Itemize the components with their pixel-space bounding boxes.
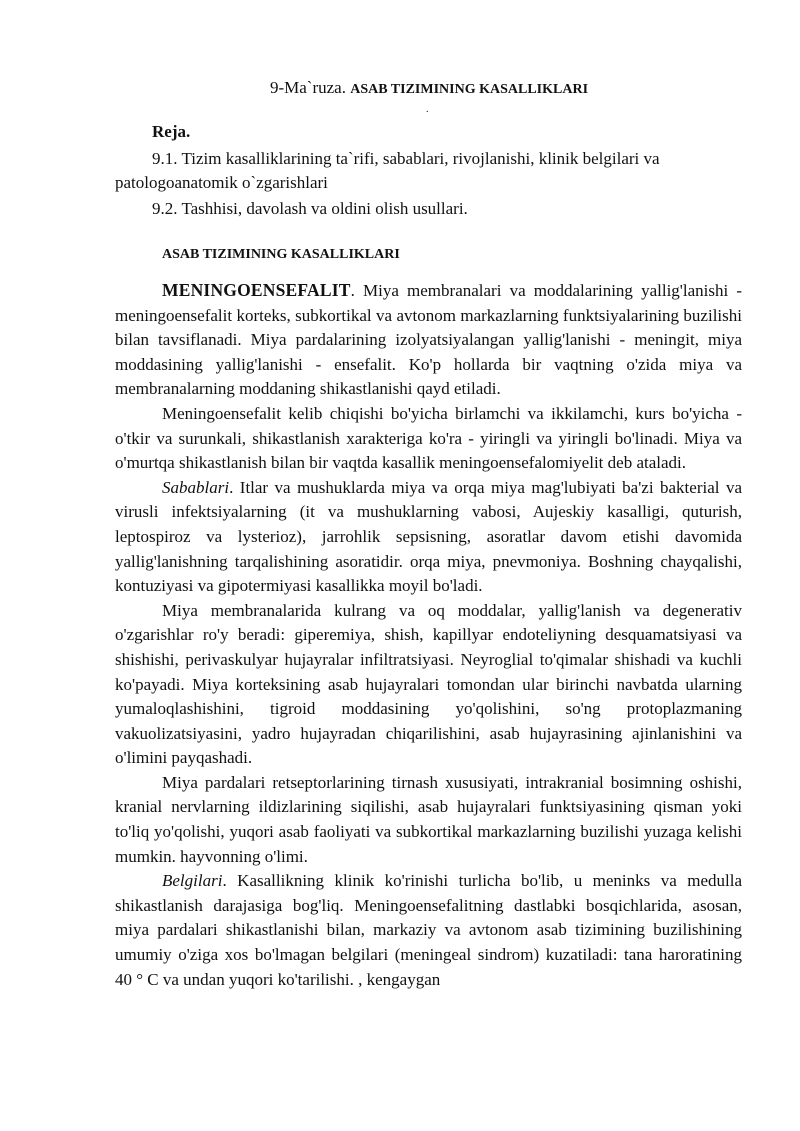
paragraph (115, 402, 742, 476)
paragraph (115, 278, 742, 402)
paragraph-text: Meningoensefalit kelib chiqishi bo'yicha birlamchi va ikkilamchi, kurs bo'yicha - o'tkir va surunkali, shikastlanish xarakteriga ko'ra - yiringli va yiringli bo'linadi. Miya va o'murtqa shikastlanish bilan bir vaqtda kasallik meningoensefalomiyelit deb ataladi. (115, 403, 742, 473)
paragraph (115, 869, 742, 992)
plan-item-1 (115, 147, 742, 195)
plan-item-text: 9.2. Tashhisi, davolash va oldini olish usullari. (152, 199, 468, 218)
body-text (115, 278, 742, 992)
paragraph-lead: MENINGOENSEFALIT (162, 280, 351, 300)
paragraph-text: . Itlar va mushuklarda miya va orqa miya mag'lubiyati ba'zi bakterial va virusli infektsiyalarning (it va mushuklarning vabosi, Aujeskiy kasalligi, quturish, leptospiroz va lysterioz), jarrohlik sepsisning, asoratlar davom etishi davomida yallig'lanishning tarqalishining asoratidir. orqa miya, pnevmoniya. Boshning chayqalishi, kontuziyasi va gipotermiyasi kasallikka moyil bo'ladi. (115, 477, 742, 596)
lecture-title (0, 78, 800, 98)
lecture-number: 9-Ma`ruza. (269, 78, 346, 97)
paragraph-text: Miya membranalarida kulrang va oq moddalar, yallig'lanish va degenerativ o'zgarishlar ro'y beradi: giperemiya, shish, kapillyar endoteliyning desquamatsiyasi va shishishi, perivaskulyar hujayralar infiltratsiyasi. Neyroglial to'qimalar shishadi va kuchli ko'payadi. Miya korteksining asab hujayralari tomondan ular birinchi navbatda ularning yumaloqlashishini, tigroid moddasining yo'qolishini, so'ng protoplazmaning vakuolizatsiyasini, yadro hujayradan chiqarilishini, asab hujayrasining ajinlanishini va o'limini payqashadi. (115, 600, 742, 768)
plan-heading: Reja. (152, 122, 191, 141)
paragraph (115, 476, 742, 599)
paragraph-text: . Kasallikning klinik ko'rinishi turlicha bo'lib, u meninks va medulla shikastlanish darajasiga bog'liq. Meningoensefalitning dastlabki bosqichlarida, asosan, miya pardalari shikastlanishi bilan, markaziy va avtonom asab tizimining buzilishining umumiy o'ziga xos bo'lmagan belgilari (meningeal sindrom) kuzatiladi: tana haroratining 40 ° C va undan yuqori ko'tarilishi. , kengaygan (115, 871, 742, 989)
plan-item-text: 9.1. Tizim kasalliklarining ta`rifi, sabablari, rivojlanishi, klinik belgilari va patologoanatomik o`zgarishlari (115, 149, 660, 192)
plan-item-2 (115, 197, 742, 221)
paragraph-lead: Sabablari (162, 477, 230, 497)
section-heading: ASAB TIZIMINING KASALLIKLARI (162, 247, 400, 262)
paragraph-text: . Miya membranalari va moddalarining yallig'lanishi - meningoensefalit korteks, subkortikal va avtonom markazlarning funktsiyalarining buzilishi bilan tavsiflanadi. Miya pardalarining izolyatsiyalangan yallig'lanishi - meningit, miya moddasining yallig'lanishi - ensefalit. Ko'p hollarda bir vaqtning o'zida miya va membranalarning moddaning shikastlanishi qayd etiladi. (115, 281, 742, 399)
paragraph (115, 771, 742, 869)
lecture-topic: ASAB TIZIMINING KASALLIKLARI (350, 82, 589, 97)
paragraph (115, 599, 742, 771)
title-dot: . (426, 104, 429, 115)
paragraph-lead: Belgilari (162, 871, 223, 891)
paragraph-text: Miya pardalari retseptorlarining tirnash xususiyati, intrakranial bosimning oshishi, kranial nervlarning ildizlarining siqilishi, asab hujayralari funktsiyasining qisman yoki to'liq yo'qolishi, yuqori asab faoliyati va subkortikal markazlarning buzilishi yuzaga kelishi mumkin. hayvonning o'limi. (115, 772, 742, 866)
